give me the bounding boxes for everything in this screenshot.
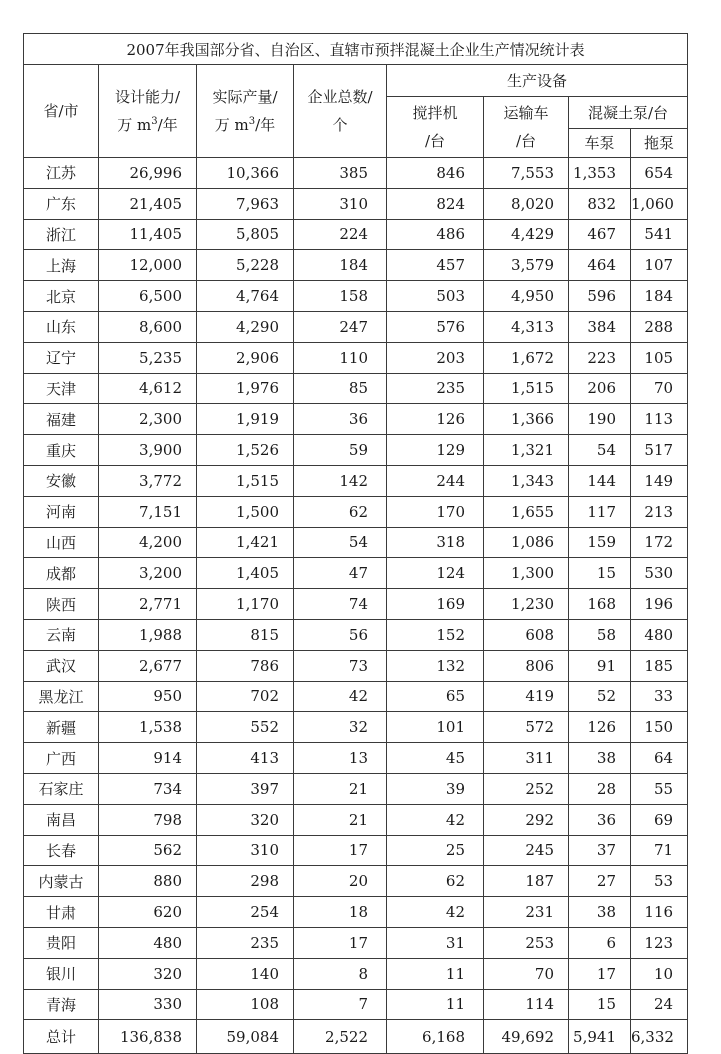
region-cell: 银川 <box>24 958 99 989</box>
value-cell: 4,429 <box>484 219 569 250</box>
value-cell: 1,421 <box>197 527 294 558</box>
value-cell: 13 <box>294 743 387 774</box>
region-cell: 青海 <box>24 989 99 1020</box>
value-cell: 126 <box>387 404 484 435</box>
value-cell: 213 <box>631 496 688 527</box>
value-cell: 24 <box>631 989 688 1020</box>
value-cell: 140 <box>197 958 294 989</box>
value-cell: 4,612 <box>99 373 197 404</box>
value-cell: 117 <box>569 496 631 527</box>
value-cell: 1,919 <box>197 404 294 435</box>
value-cell: 54 <box>294 527 387 558</box>
region-cell: 石家庄 <box>24 773 99 804</box>
value-cell: 203 <box>387 342 484 373</box>
value-cell: 11 <box>387 958 484 989</box>
region-cell: 云南 <box>24 619 99 650</box>
total-cell: 6,332 <box>631 1020 688 1054</box>
value-cell: 8 <box>294 958 387 989</box>
region-cell: 陕西 <box>24 589 99 620</box>
value-cell: 786 <box>197 650 294 681</box>
table-row <box>24 989 688 1020</box>
value-cell: 31 <box>387 927 484 958</box>
table-row <box>24 342 688 373</box>
total-cell: 49,692 <box>484 1020 569 1054</box>
value-cell: 385 <box>294 158 387 189</box>
value-cell: 914 <box>99 743 197 774</box>
value-cell: 17 <box>569 958 631 989</box>
value-cell: 3,900 <box>99 435 197 466</box>
value-cell: 116 <box>631 897 688 928</box>
value-cell: 18 <box>294 897 387 928</box>
table-row <box>24 958 688 989</box>
value-cell: 10,366 <box>197 158 294 189</box>
value-cell: 33 <box>631 681 688 712</box>
total-label: 总计 <box>24 1020 99 1054</box>
value-cell: 12,000 <box>99 250 197 281</box>
value-cell: 310 <box>197 835 294 866</box>
value-cell: 419 <box>484 681 569 712</box>
region-cell: 广西 <box>24 743 99 774</box>
value-cell: 17 <box>294 927 387 958</box>
region-cell: 江苏 <box>24 158 99 189</box>
table-row <box>24 558 688 589</box>
header-equipment: 生产设备 <box>387 65 688 97</box>
value-cell: 1,515 <box>484 373 569 404</box>
value-cell: 108 <box>197 989 294 1020</box>
value-cell: 320 <box>99 958 197 989</box>
header-design-capacity: 设计能力/ 万 $m^3/$年 <box>99 65 197 158</box>
value-cell: 832 <box>569 188 631 219</box>
value-cell: 11 <box>387 989 484 1020</box>
value-cell: 27 <box>569 866 631 897</box>
value-cell: 798 <box>99 804 197 835</box>
region-cell: 山西 <box>24 527 99 558</box>
value-cell: 85 <box>294 373 387 404</box>
value-cell: 1,366 <box>484 404 569 435</box>
value-cell: 114 <box>484 989 569 1020</box>
header-pump-trailer: 拖泵 <box>631 129 688 158</box>
value-cell: 253 <box>484 927 569 958</box>
value-cell: 1,538 <box>99 712 197 743</box>
table-body <box>24 158 688 1020</box>
value-cell: 150 <box>631 712 688 743</box>
value-cell: 5,805 <box>197 219 294 250</box>
value-cell: 1,672 <box>484 342 569 373</box>
value-cell: 124 <box>387 558 484 589</box>
value-cell: 69 <box>631 804 688 835</box>
value-cell: 530 <box>631 558 688 589</box>
statistics-table <box>23 33 688 1054</box>
value-cell: 3,772 <box>99 465 197 496</box>
region-cell: 重庆 <box>24 435 99 466</box>
total-cell: 6,168 <box>387 1020 484 1054</box>
table-row <box>24 496 688 527</box>
value-cell: 950 <box>99 681 197 712</box>
region-cell: 黑龙江 <box>24 681 99 712</box>
value-cell: 73 <box>294 650 387 681</box>
value-cell: 168 <box>569 589 631 620</box>
total-row <box>24 1020 688 1054</box>
region-cell: 内蒙古 <box>24 866 99 897</box>
value-cell: 149 <box>631 465 688 496</box>
value-cell: 7 <box>294 989 387 1020</box>
value-cell: 25 <box>387 835 484 866</box>
value-cell: 8,600 <box>99 311 197 342</box>
header-truck: 运输车 /台 <box>484 97 569 158</box>
value-cell: 880 <box>99 866 197 897</box>
value-cell: 224 <box>294 219 387 250</box>
value-cell: 62 <box>387 866 484 897</box>
value-cell: 311 <box>484 743 569 774</box>
table-row <box>24 619 688 650</box>
value-cell: 3,579 <box>484 250 569 281</box>
value-cell: 486 <box>387 219 484 250</box>
table-row <box>24 835 688 866</box>
value-cell: 152 <box>387 619 484 650</box>
value-cell: 572 <box>484 712 569 743</box>
table-row <box>24 589 688 620</box>
table-row <box>24 250 688 281</box>
value-cell: 231 <box>484 897 569 928</box>
value-cell: 15 <box>569 989 631 1020</box>
region-cell: 长春 <box>24 835 99 866</box>
table-row <box>24 804 688 835</box>
value-cell: 58 <box>569 619 631 650</box>
value-cell: 21,405 <box>99 188 197 219</box>
region-cell: 新疆 <box>24 712 99 743</box>
value-cell: 45 <box>387 743 484 774</box>
value-cell: 7,553 <box>484 158 569 189</box>
value-cell: 1,976 <box>197 373 294 404</box>
value-cell: 467 <box>569 219 631 250</box>
value-cell: 42 <box>387 804 484 835</box>
region-cell: 浙江 <box>24 219 99 250</box>
value-cell: 144 <box>569 465 631 496</box>
value-cell: 245 <box>484 835 569 866</box>
value-cell: 70 <box>484 958 569 989</box>
value-cell: 113 <box>631 404 688 435</box>
value-cell: 126 <box>569 712 631 743</box>
value-cell: 320 <box>197 804 294 835</box>
value-cell: 413 <box>197 743 294 774</box>
value-cell: 1,343 <box>484 465 569 496</box>
value-cell: 235 <box>197 927 294 958</box>
total-cell: 2,522 <box>294 1020 387 1054</box>
value-cell: 20 <box>294 866 387 897</box>
value-cell: 184 <box>631 281 688 312</box>
total-cell: 136,838 <box>99 1020 197 1054</box>
value-cell: 28 <box>569 773 631 804</box>
value-cell: 541 <box>631 219 688 250</box>
value-cell: 620 <box>99 897 197 928</box>
region-cell: 辽宁 <box>24 342 99 373</box>
value-cell: 53 <box>631 866 688 897</box>
value-cell: 298 <box>197 866 294 897</box>
value-cell: 2,906 <box>197 342 294 373</box>
value-cell: 21 <box>294 804 387 835</box>
value-cell: 62 <box>294 496 387 527</box>
table-row <box>24 373 688 404</box>
value-cell: 1,170 <box>197 589 294 620</box>
region-cell: 北京 <box>24 281 99 312</box>
value-cell: 36 <box>294 404 387 435</box>
value-cell: 596 <box>569 281 631 312</box>
value-cell: 247 <box>294 311 387 342</box>
value-cell: 330 <box>99 989 197 1020</box>
value-cell: 318 <box>387 527 484 558</box>
value-cell: 132 <box>387 650 484 681</box>
value-cell: 42 <box>387 897 484 928</box>
value-cell: 52 <box>569 681 631 712</box>
table-row <box>24 897 688 928</box>
value-cell: 38 <box>569 897 631 928</box>
value-cell: 7,963 <box>197 188 294 219</box>
value-cell: 2,677 <box>99 650 197 681</box>
value-cell: 1,526 <box>197 435 294 466</box>
value-cell: 3,200 <box>99 558 197 589</box>
value-cell: 7,151 <box>99 496 197 527</box>
value-cell: 734 <box>99 773 197 804</box>
value-cell: 1,353 <box>569 158 631 189</box>
total-cell: 5,941 <box>569 1020 631 1054</box>
region-cell: 河南 <box>24 496 99 527</box>
value-cell: 17 <box>294 835 387 866</box>
table-row <box>24 927 688 958</box>
table-row <box>24 158 688 189</box>
value-cell: 4,313 <box>484 311 569 342</box>
value-cell: 11,405 <box>99 219 197 250</box>
value-cell: 129 <box>387 435 484 466</box>
value-cell: 1,405 <box>197 558 294 589</box>
value-cell: 4,764 <box>197 281 294 312</box>
value-cell: 1,086 <box>484 527 569 558</box>
value-cell: 37 <box>569 835 631 866</box>
header-pump-truck: 车泵 <box>569 129 631 158</box>
value-cell: 54 <box>569 435 631 466</box>
value-cell: 56 <box>294 619 387 650</box>
value-cell: 159 <box>569 527 631 558</box>
value-cell: 42 <box>294 681 387 712</box>
value-cell: 190 <box>569 404 631 435</box>
value-cell: 6 <box>569 927 631 958</box>
region-cell: 山东 <box>24 311 99 342</box>
table-row <box>24 681 688 712</box>
value-cell: 562 <box>99 835 197 866</box>
value-cell: 608 <box>484 619 569 650</box>
region-cell: 南昌 <box>24 804 99 835</box>
table-row <box>24 404 688 435</box>
value-cell: 196 <box>631 589 688 620</box>
table-row <box>24 527 688 558</box>
value-cell: 15 <box>569 558 631 589</box>
value-cell: 806 <box>484 650 569 681</box>
value-cell: 65 <box>387 681 484 712</box>
value-cell: 397 <box>197 773 294 804</box>
value-cell: 123 <box>631 927 688 958</box>
value-cell: 1,500 <box>197 496 294 527</box>
value-cell: 223 <box>569 342 631 373</box>
header-mixer: 搅拌机 /台 <box>387 97 484 158</box>
value-cell: 55 <box>631 773 688 804</box>
value-cell: 1,655 <box>484 496 569 527</box>
value-cell: 32 <box>294 712 387 743</box>
value-cell: 464 <box>569 250 631 281</box>
value-cell: 824 <box>387 188 484 219</box>
value-cell: 1,230 <box>484 589 569 620</box>
table-row <box>24 435 688 466</box>
value-cell: 654 <box>631 158 688 189</box>
value-cell: 21 <box>294 773 387 804</box>
value-cell: 107 <box>631 250 688 281</box>
value-cell: 187 <box>484 866 569 897</box>
value-cell: 457 <box>387 250 484 281</box>
value-cell: 517 <box>631 435 688 466</box>
value-cell: 480 <box>99 927 197 958</box>
value-cell: 158 <box>294 281 387 312</box>
value-cell: 1,321 <box>484 435 569 466</box>
value-cell: 172 <box>631 527 688 558</box>
value-cell: 815 <box>197 619 294 650</box>
value-cell: 235 <box>387 373 484 404</box>
value-cell: 1,060 <box>631 188 688 219</box>
value-cell: 39 <box>387 773 484 804</box>
table-row <box>24 465 688 496</box>
value-cell: 59 <box>294 435 387 466</box>
value-cell: 384 <box>569 311 631 342</box>
header-pump: 混凝土泵/台 <box>569 97 688 129</box>
value-cell: 6,500 <box>99 281 197 312</box>
header-region: 省/市 <box>24 65 99 158</box>
value-cell: 552 <box>197 712 294 743</box>
total-cell: 59,084 <box>197 1020 294 1054</box>
region-cell: 武汉 <box>24 650 99 681</box>
value-cell: 206 <box>569 373 631 404</box>
value-cell: 1,515 <box>197 465 294 496</box>
value-cell: 4,950 <box>484 281 569 312</box>
value-cell: 185 <box>631 650 688 681</box>
table-title: 2007年我国部分省、自治区、直辖市预拌混凝土企业生产情况统计表 <box>24 34 688 65</box>
region-cell: 贵阳 <box>24 927 99 958</box>
value-cell: 105 <box>631 342 688 373</box>
table-row <box>24 866 688 897</box>
value-cell: 288 <box>631 311 688 342</box>
value-cell: 2,300 <box>99 404 197 435</box>
table-row <box>24 188 688 219</box>
region-cell: 甘肃 <box>24 897 99 928</box>
value-cell: 5,228 <box>197 250 294 281</box>
value-cell: 36 <box>569 804 631 835</box>
value-cell: 91 <box>569 650 631 681</box>
region-cell: 成都 <box>24 558 99 589</box>
value-cell: 110 <box>294 342 387 373</box>
value-cell: 1,300 <box>484 558 569 589</box>
value-cell: 170 <box>387 496 484 527</box>
table-row <box>24 281 688 312</box>
table-row <box>24 712 688 743</box>
value-cell: 292 <box>484 804 569 835</box>
table-row <box>24 773 688 804</box>
value-cell: 142 <box>294 465 387 496</box>
region-cell: 安徽 <box>24 465 99 496</box>
value-cell: 71 <box>631 835 688 866</box>
value-cell: 184 <box>294 250 387 281</box>
value-cell: 252 <box>484 773 569 804</box>
value-cell: 846 <box>387 158 484 189</box>
value-cell: 4,290 <box>197 311 294 342</box>
value-cell: 101 <box>387 712 484 743</box>
value-cell: 47 <box>294 558 387 589</box>
region-cell: 上海 <box>24 250 99 281</box>
value-cell: 1,988 <box>99 619 197 650</box>
header-enterprises: 企业总数/ 个 <box>294 65 387 158</box>
value-cell: 10 <box>631 958 688 989</box>
region-cell: 福建 <box>24 404 99 435</box>
table-row <box>24 219 688 250</box>
value-cell: 702 <box>197 681 294 712</box>
region-cell: 广东 <box>24 188 99 219</box>
value-cell: 38 <box>569 743 631 774</box>
header-actual-output: 实际产量/ 万 $m^3/$年 <box>197 65 294 158</box>
value-cell: 5,235 <box>99 342 197 373</box>
value-cell: 254 <box>197 897 294 928</box>
value-cell: 244 <box>387 465 484 496</box>
value-cell: 503 <box>387 281 484 312</box>
value-cell: 169 <box>387 589 484 620</box>
value-cell: 70 <box>631 373 688 404</box>
value-cell: 26,996 <box>99 158 197 189</box>
value-cell: 480 <box>631 619 688 650</box>
table-row <box>24 311 688 342</box>
value-cell: 64 <box>631 743 688 774</box>
region-cell: 天津 <box>24 373 99 404</box>
value-cell: 4,200 <box>99 527 197 558</box>
value-cell: 310 <box>294 188 387 219</box>
table-row <box>24 650 688 681</box>
table-row <box>24 743 688 774</box>
value-cell: 8,020 <box>484 188 569 219</box>
value-cell: 2,771 <box>99 589 197 620</box>
value-cell: 576 <box>387 311 484 342</box>
value-cell: 74 <box>294 589 387 620</box>
